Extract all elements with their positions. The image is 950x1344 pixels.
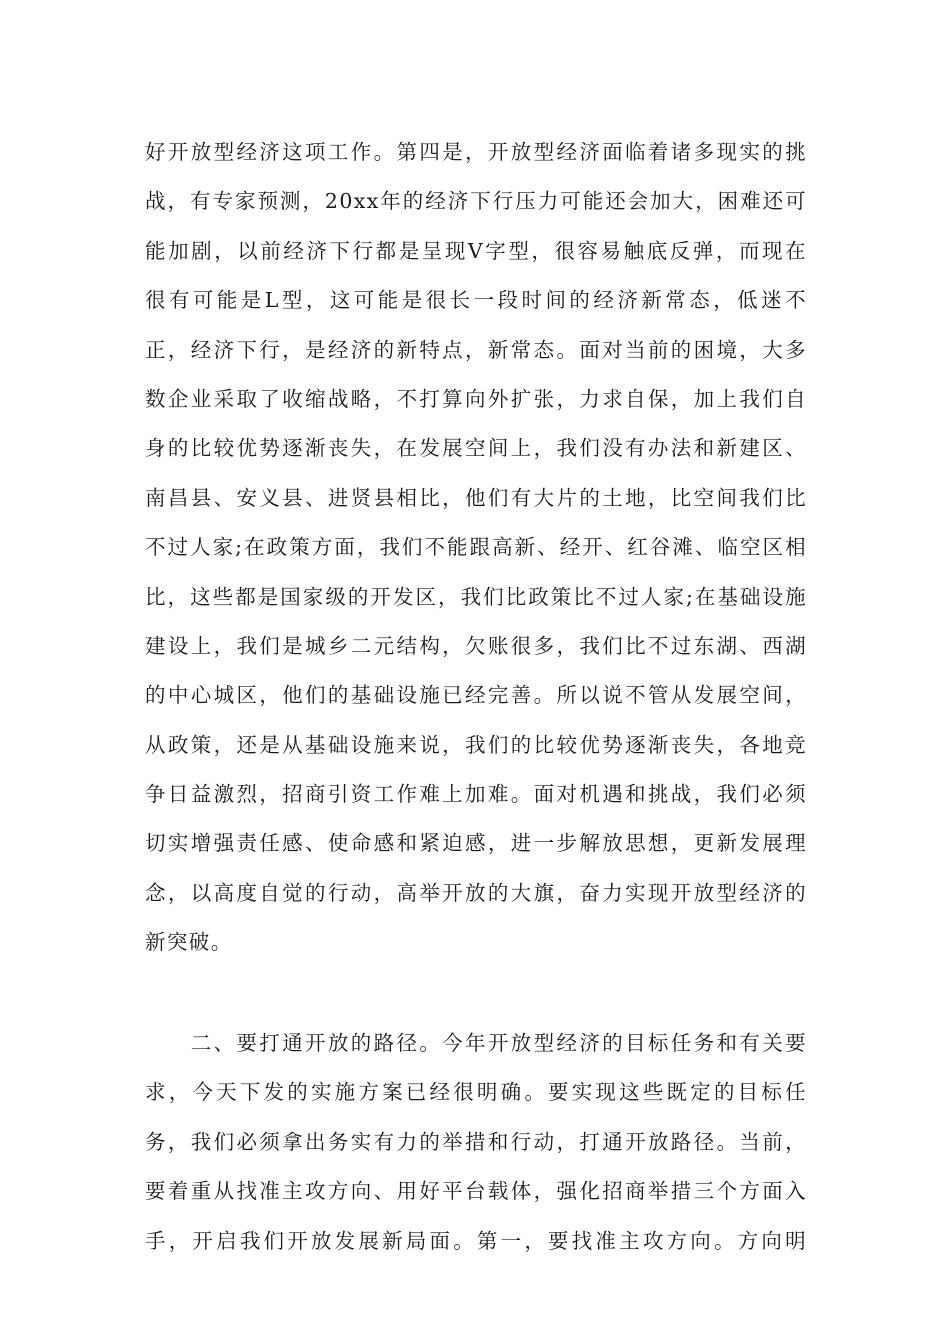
text-line: 念，以高度自觉的行动，高举开放的大旗，奋力实现开放型经济的 xyxy=(145,880,807,905)
text-line: 能加剧，以前经济下行都是呈现V字型，很容易触底反弹，而现在 xyxy=(145,238,807,263)
text-line: 战，有专家预测，20xx年的经济下行压力可能还会加大，困难还可 xyxy=(145,189,807,214)
text-line: 建设上，我们是城乡二元结构，欠账很多，我们比不过东湖、西湖 xyxy=(145,633,807,658)
text-line: 新突破。 xyxy=(145,930,233,955)
paragraph-open-economy-challenges xyxy=(145,128,807,968)
text-line: 的中心城区，他们的基础设施已经完善。所以说不管从发展空间， xyxy=(145,683,807,708)
text-line: 数企业采取了收缩战略，不打算向外扩张，力求自保，加上我们自 xyxy=(145,386,807,411)
text-line: 切实增强责任感、使命感和紧迫感，进一步解放思想，更新发展理 xyxy=(145,831,807,856)
text-line: 二、要打通开放的路径。今年开放型经济的目标任务和有关要 xyxy=(145,1031,807,1055)
text-line: 正，经济下行，是经济的新特点，新常态。面对当前的困境，大多 xyxy=(145,337,807,362)
text-line: 南昌县、安义县、进贤县相比，他们有大片的土地，比空间我们比 xyxy=(145,485,807,510)
text-line: 从政策，还是从基础设施来说，我们的比较优势逐渐丧失，各地竞 xyxy=(145,732,807,757)
paragraph-open-pathway xyxy=(145,1019,807,1266)
text-line: 手，开启我们开放发展新局面。第一，要找准主攻方向。方向明 xyxy=(145,1228,807,1253)
text-line: 务，我们必须拿出务实有力的举措和行动，打通开放路径。当前， xyxy=(145,1129,807,1154)
text-line: 好开放型经济这项工作。第四是，开放型经济面临着诸多现实的挑 xyxy=(145,140,807,164)
text-line: 要着重从找准主攻方向、用好平台载体，强化招商举措三个方面入 xyxy=(145,1179,807,1204)
text-line: 很有可能是L型，这可能是很长一段时间的经济新常态，低迷不 xyxy=(145,288,807,313)
text-line: 争日益激烈，招商引资工作难上加难。面对机遇和挑战，我们必须 xyxy=(145,782,807,807)
text-line: 身的比较优势逐渐丧失，在发展空间上，我们没有办法和新建区、 xyxy=(145,436,807,461)
text-line: 不过人家;在政策方面，我们不能跟高新、经开、红谷滩、临空区相 xyxy=(145,535,807,560)
text-line: 比，这些都是国家级的开发区，我们比政策比不过人家;在基础设施 xyxy=(145,584,807,609)
text-line: 求，今天下发的实施方案已经很明确。要实现这些既定的目标任 xyxy=(145,1080,807,1105)
